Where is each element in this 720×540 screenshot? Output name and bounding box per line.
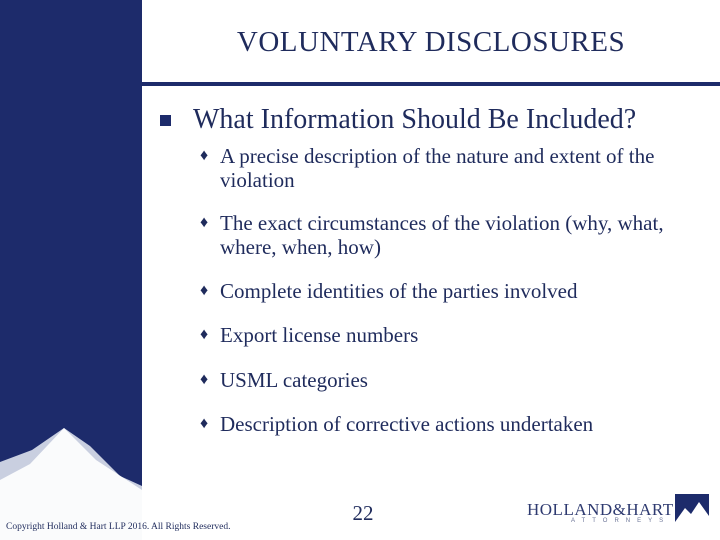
slide-title: VOLUNTARY DISCLOSURES: [236, 26, 626, 58]
diamond-bullet-icon: ♦: [200, 282, 209, 299]
list-item: [200, 211, 690, 259]
square-bullet-icon: [160, 115, 171, 126]
diamond-bullet-icon: ♦: [200, 147, 209, 164]
diamond-bullet-icon: ♦: [200, 415, 209, 432]
list-item-text: The exact circumstances of the violation (why, what, where, when, how): [220, 211, 664, 259]
list-item-text: Export license numbers: [220, 323, 419, 347]
main-bullet-text: What Information Should Be Included?: [193, 104, 637, 135]
title-divider: [142, 82, 720, 86]
logo-mountain-icon: [675, 494, 709, 522]
list-item: [200, 412, 690, 436]
main-bullet: [160, 104, 700, 136]
list-item: [200, 279, 690, 303]
list-item: [200, 323, 690, 347]
list-item: [200, 368, 690, 392]
logo-subtext: ATTORNEYS: [571, 518, 671, 524]
holland-hart-logo: [527, 494, 713, 528]
diamond-bullet-icon: ♦: [200, 326, 209, 343]
list-item-text: Complete identities of the parties involved: [220, 279, 578, 303]
list-item-text: USML categories: [220, 368, 368, 392]
diamond-bullet-icon: ♦: [200, 371, 209, 388]
copyright-notice: Copyright Holland & Hart LLP 2016. All Rights Reserved.: [6, 522, 231, 532]
list-item: [200, 144, 690, 192]
page-number: 22: [352, 501, 374, 525]
list-item-text: Description of corrective actions undertaken: [220, 412, 594, 436]
list-item-text: A precise description of the nature and extent of the violation: [220, 144, 655, 192]
logo-text: HOLLAND&HART: [527, 500, 674, 519]
diamond-bullet-icon: ♦: [200, 214, 209, 231]
